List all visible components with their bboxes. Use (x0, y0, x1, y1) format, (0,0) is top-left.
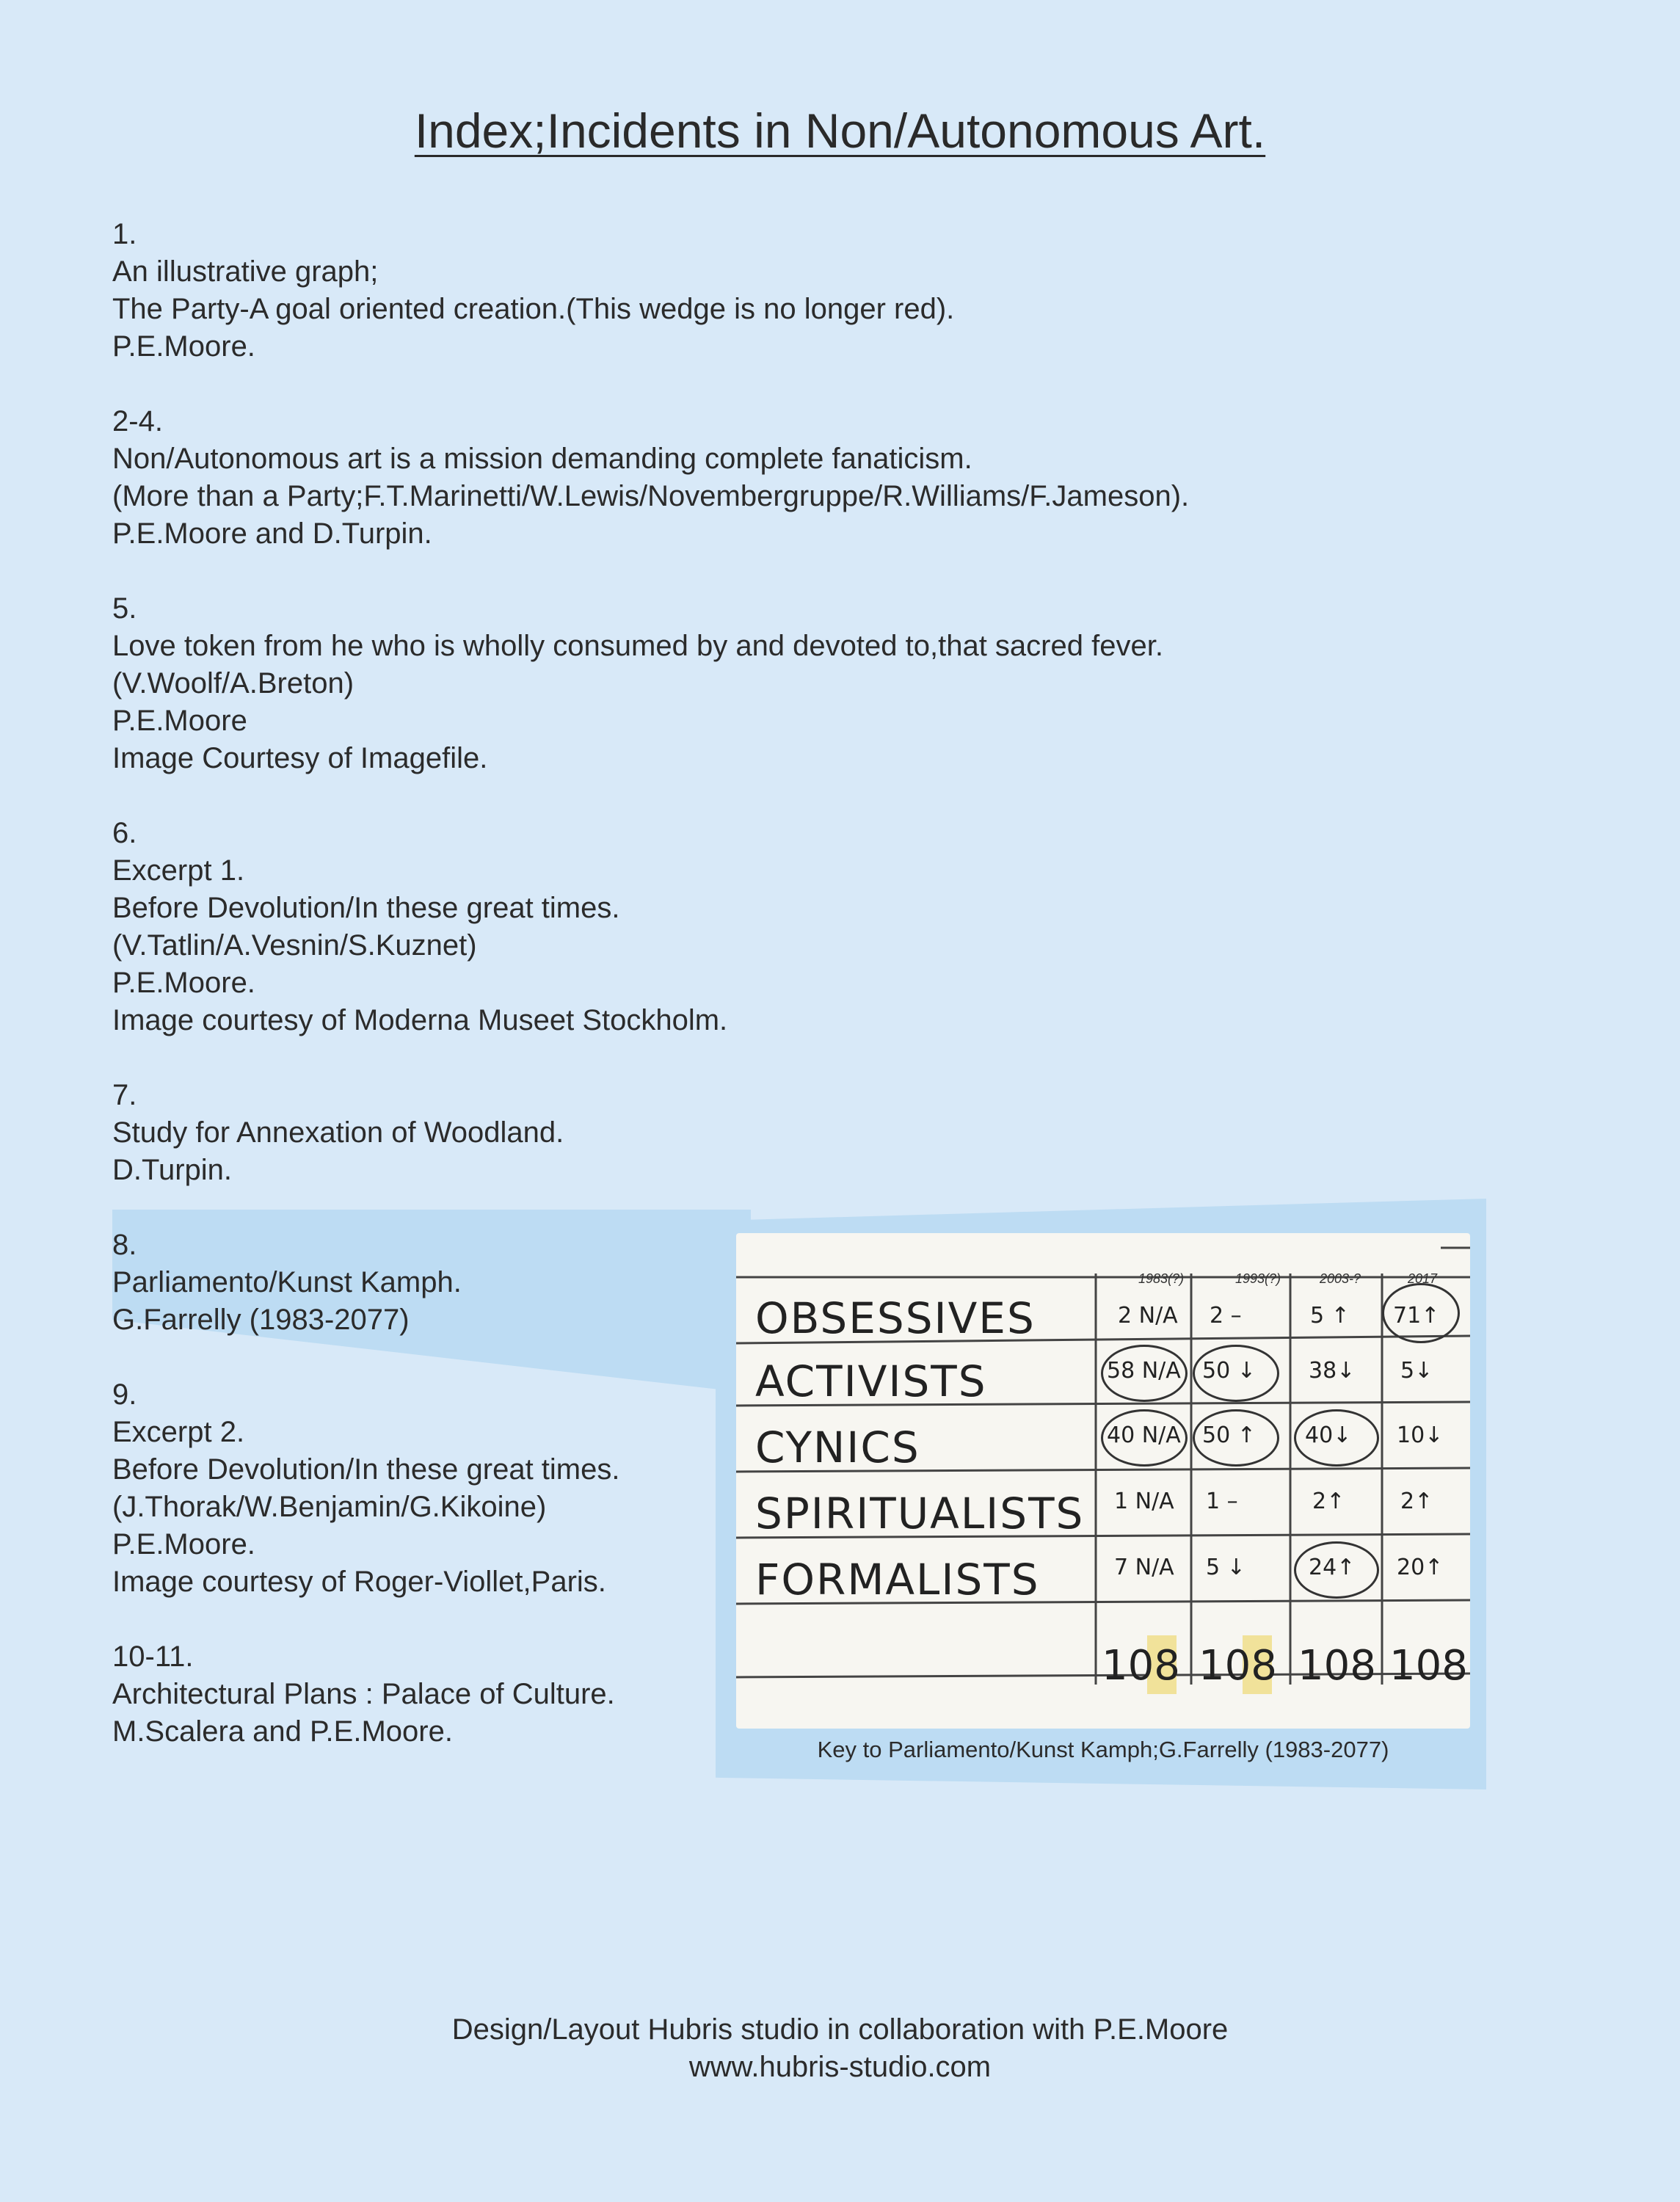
entry-image-credit: Image courtesy of Roger-Viollet,Paris. (112, 1566, 606, 1598)
index-entry-2-4 (112, 403, 1360, 553)
tally-cell: 40 N/A (1107, 1422, 1181, 1448)
entry-title: Architectural Plans : Palace of Culture. (112, 1678, 615, 1710)
entry-number: 6. (112, 817, 137, 849)
entry-credit: M.Scalera and P.E.Moore. (112, 1715, 453, 1748)
entry-credit: G.Farrelly (1983-2077) (112, 1304, 410, 1336)
tally-cell: 38↓ (1309, 1358, 1356, 1384)
entry-credit: P.E.Moore. (112, 967, 255, 999)
row-label: OBSESSIVES (755, 1293, 1036, 1343)
entry-title: Love token from he who is wholly consumed by and devoted to,that sacred fever. (112, 630, 1163, 662)
entry-title: An illustrative graph; (112, 255, 379, 288)
entry-number: 7. (112, 1079, 137, 1111)
tally-cell: 24↑ (1309, 1555, 1356, 1580)
tally-cell: 71↑ (1393, 1303, 1440, 1329)
year-header: 2003-? (1320, 1271, 1361, 1286)
tally-cell: 58 N/A (1107, 1358, 1181, 1384)
tally-cell: 50 ↓ (1202, 1358, 1256, 1384)
tally-cell: 2↑ (1312, 1489, 1345, 1514)
index-entry-5 (112, 590, 1360, 777)
row-label: FORMALISTS (755, 1555, 1040, 1605)
entry-subtitle: Before Devolution/In these great times. (112, 892, 620, 924)
tally-total: 108 (1199, 1642, 1277, 1690)
tally-cell: 10↓ (1397, 1422, 1444, 1448)
entry-credit: P.E.Moore. (112, 330, 255, 363)
footer-website: www.hubris-studio.com (688, 2051, 992, 2083)
entry-number: 1. (112, 218, 137, 250)
row-label: SPIRITUALISTS (755, 1489, 1085, 1538)
entry-description: (V.Tatlin/A.Vesnin/S.Kuznet) (112, 929, 477, 962)
tally-cell: 40↓ (1305, 1422, 1352, 1448)
index-entry-6 (112, 815, 1360, 1039)
footer (0, 2011, 1680, 2086)
tally-total: 108 (1389, 1642, 1468, 1690)
index-entry-1 (112, 216, 1360, 366)
tally-cell: 1 – (1206, 1489, 1238, 1514)
entry-credit: P.E.Moore. (112, 1528, 255, 1560)
entry-number: 5. (112, 592, 137, 625)
entry-title: Study for Annexation of Woodland. (112, 1116, 564, 1149)
row-label: ACTIVISTS (755, 1356, 987, 1406)
image-caption: Key to Parliamento/Kunst Kamph;G.Farrelly (1983-2077) (817, 1737, 1389, 1762)
tally-cell: 50 ↑ (1202, 1422, 1256, 1448)
tally-total: 108 (1298, 1642, 1376, 1690)
entry-credit: P.E.Moore and D.Turpin. (112, 517, 432, 550)
entry-title: Parliamento/Kunst Kamph. (112, 1266, 462, 1298)
entry-image-credit: Image Courtesy of Imagefile. (112, 742, 488, 774)
entry-number: 2-4. (112, 405, 163, 437)
entry-credit: P.E.Moore (112, 705, 247, 737)
tally-cell: 7 N/A (1114, 1555, 1174, 1580)
entry-image-credit: Image courtesy of Moderna Museet Stockholm. (112, 1004, 728, 1036)
footer-credit: Design/Layout Hubris studio in collaboration with P.E.Moore (451, 2013, 1229, 2046)
entry-description: (V.Woolf/A.Breton) (112, 667, 354, 700)
index-entry-7 (112, 1077, 1360, 1189)
year-header: 1993(?) (1235, 1271, 1281, 1286)
year-header: 2017 (1408, 1271, 1438, 1286)
entry-number: 9. (112, 1378, 137, 1411)
entry-number: 8. (112, 1229, 137, 1261)
entry-title: Non/Autonomous art is a mission demanding complete fanaticism. (112, 443, 972, 475)
entry-credit: D.Turpin. (112, 1154, 233, 1186)
tally-cell: 2↑ (1400, 1489, 1433, 1514)
tally-cell: 2 – (1210, 1303, 1242, 1329)
entry-subtitle: Before Devolution/In these great times. (112, 1453, 620, 1486)
tally-cell: 2 N/A (1118, 1303, 1178, 1329)
entry-description: The Party-A goal oriented creation.(This wedge is no longer red). (112, 293, 955, 325)
tally-cell: 5 ↓ (1206, 1555, 1246, 1580)
tally-cell: 1 N/A (1114, 1489, 1174, 1514)
entry-title: Excerpt 1. (112, 854, 245, 887)
tally-cell: 5↓ (1400, 1358, 1433, 1384)
page-title: Index;Incidents in Non/Autonomous Art. (414, 103, 1266, 158)
year-header: 1983(?) (1138, 1271, 1185, 1286)
row-label: CYNICS (755, 1422, 920, 1472)
tally-sheet-image (736, 1233, 1470, 1729)
entry-description: (J.Thorak/W.Benjamin/G.Kikoine) (112, 1491, 547, 1523)
tally-total: 108 (1102, 1642, 1180, 1690)
entry-number: 10-11. (112, 1640, 194, 1673)
tally-cell: 20↑ (1397, 1555, 1444, 1580)
tally-cell: 5 ↑ (1310, 1303, 1350, 1329)
entry-title: Excerpt 2. (112, 1416, 245, 1448)
entry-description: (More than a Party;F.T.Marinetti/W.Lewis/Novembergruppe/R.Williams/F.Jameson). (112, 480, 1190, 512)
